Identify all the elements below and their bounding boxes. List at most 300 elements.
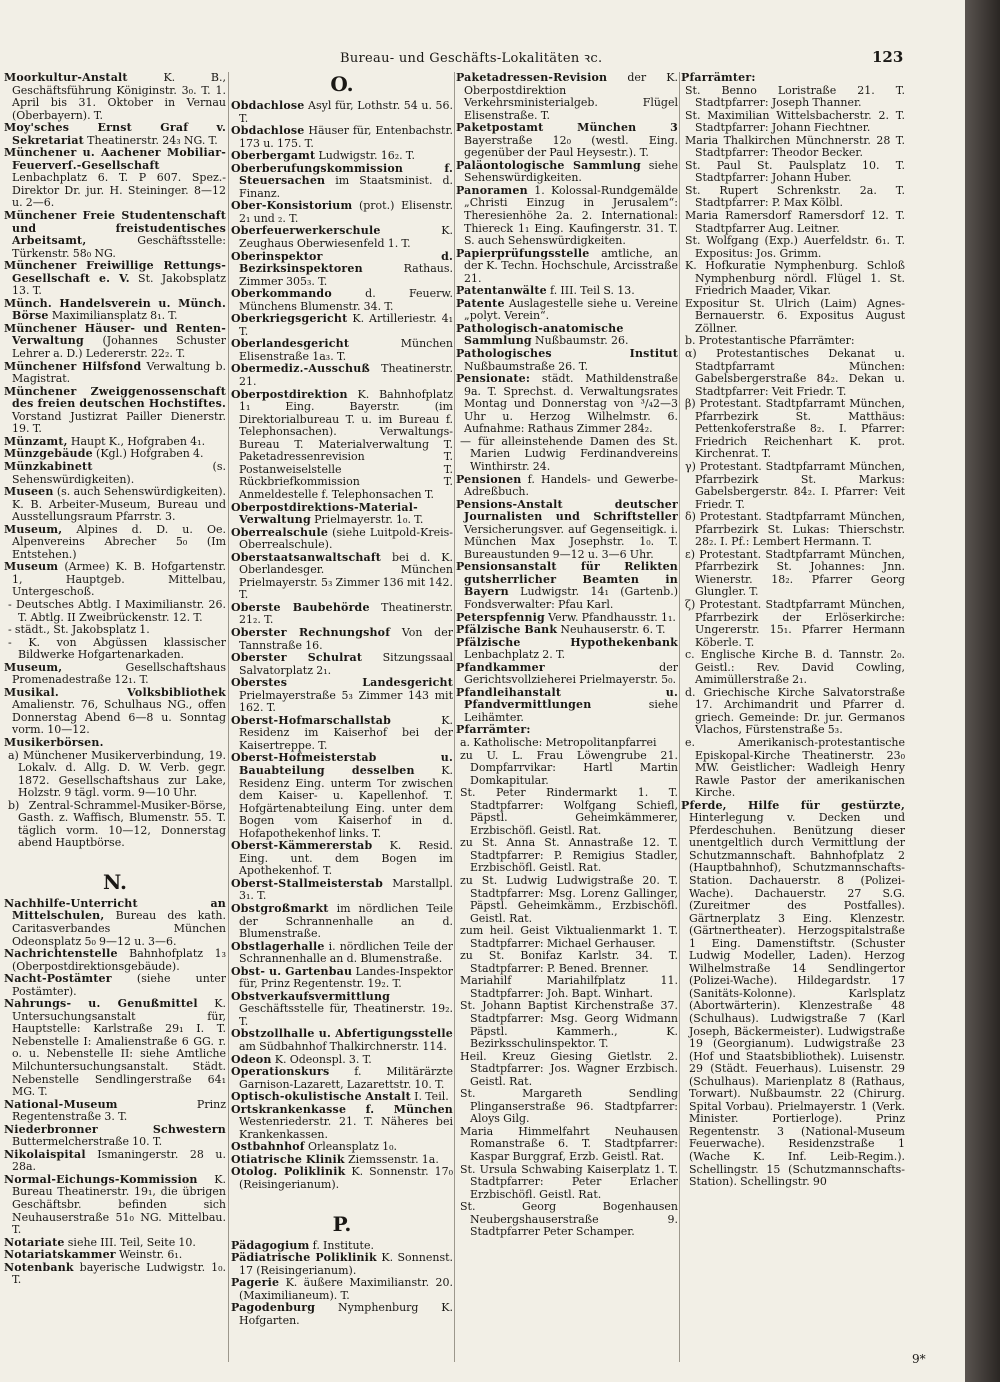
entry-text: im Staatsminist. d. Finanz. <box>239 174 453 200</box>
entry-heading: Münchener Häuser- und Renten-Verwaltung <box>4 321 226 348</box>
directory-entry <box>231 363 453 388</box>
directory-entry <box>231 1028 453 1053</box>
entry-heading: Notenbank <box>4 1260 74 1274</box>
entry-heading: Pathologisch-anatomische Sammlung <box>456 321 624 348</box>
directory-entry <box>4 1124 226 1149</box>
directory-entry <box>231 878 453 903</box>
directory-entry <box>4 687 226 737</box>
directory-entry <box>231 1166 453 1191</box>
column-rule <box>454 72 455 1362</box>
entry-heading: Oberst-Hofmeisterstab u. Bauabteilung desselben <box>231 751 453 777</box>
entry-heading: Otolog. Poliklinik <box>231 1165 346 1179</box>
entry-heading: Papierprüfungsstelle <box>456 246 590 260</box>
entry-text: amtliche, an der K. Techn. Hochschule, Arcisstraße 21. <box>464 246 678 285</box>
entry-heading: Nachrichtenstelle <box>4 947 118 961</box>
entry-text: I. Teil. <box>410 1090 449 1104</box>
sub-entry: Maria Ramersdorf Ramersdorf 12. T. Stadtpfarrer Aug. Leitner. <box>685 209 905 235</box>
entry-text: K. Artilleriestr. 4₁ T. <box>239 312 453 338</box>
entry-heading: Oberst-Hofmarschallstab <box>231 713 391 727</box>
entry-heading: Pagodenburg <box>231 1301 316 1315</box>
directory-entry <box>231 313 453 338</box>
directory-entry <box>231 1277 453 1302</box>
directory-entry <box>4 461 226 486</box>
entry-heading: Pensionsanstalt für Relikten gutsherrlicher Beamten in Bayern <box>456 560 678 599</box>
entry-heading: Operationskurs <box>231 1065 330 1079</box>
entry-text: f. III. Teil S. 13. <box>546 284 635 298</box>
entry-heading: Pfarrämter: <box>681 72 756 84</box>
sub-entry: St. Paul St. Paulsplatz 10. T. Stadtpfarrer: Johann Huber. <box>685 158 905 185</box>
entry-heading: Oberpostdirektion <box>231 387 348 401</box>
entry-text: München Elisenstraße 1a₃. T. <box>239 337 453 363</box>
directory-entry <box>231 200 453 225</box>
entry-text: (Johannes Schuster Lehrer a. D.) Ledererstr. 22₂. T. <box>12 334 226 361</box>
directory-entry <box>231 125 453 150</box>
entry-text: Theatinerstr. 21₂. T. <box>239 600 453 627</box>
sub-entry: St. Wolfgang (Exp.) Auerfeldstr. 6₁. T. Expositus: Jos. Grimm. <box>685 234 905 260</box>
column-rule <box>679 72 680 1362</box>
sub-entry: c. Englische Kirche B. d. Tannstr. 2₀. Geistl.: Rev. David Cowling, Amimüllerstraße 2₁. <box>685 648 905 687</box>
entry-text: K. Residenz Eing. unterm Tor zwischen dem Kaiser- u. Kapellenhof. T. Hofgärtenabteilung Eing. unter dem Bogen vom Kaiserhof in d. Hofapothekenhof links. T. <box>239 763 453 840</box>
directory-entry <box>456 72 678 122</box>
entry-heading: Münch. Handelsverein u. Münch. Börse <box>4 296 226 323</box>
directory-entry <box>456 348 678 373</box>
directory-entry <box>4 948 226 973</box>
entry-text: Prielmayerstr. 1₀. T. <box>310 513 424 527</box>
directory-entry <box>456 662 678 687</box>
directory-entry <box>231 840 453 878</box>
entry-text: (siehe unter Postämter). <box>12 972 226 998</box>
entry-text: K. Sonnenstr. 17₀ (Reisingerianum). <box>239 1165 453 1192</box>
entry-heading: Museum, <box>4 522 63 536</box>
entry-heading: Moorkultur-Anstalt <box>4 72 128 84</box>
entry-text: Ludwigstr. 14₁ (Gartenb.) Fondsverwalter: Pfau Karl. <box>464 585 678 611</box>
entry-text: f. Militärärzte Garnison-Lazarett, Lazarettstr. 10. T. <box>239 1065 453 1091</box>
entry-heading: Museum, <box>4 660 63 674</box>
entry-text: Sitzungssaal Salvatorplatz 2₁. <box>239 651 453 677</box>
entry-text: Ismaningerstr. 28 u. 28a. <box>12 1147 226 1174</box>
directory-entry <box>231 502 453 527</box>
directory-entry <box>231 966 453 991</box>
entry-text: Asyl für, Lothstr. 54 u. 56. T. <box>239 99 453 125</box>
sub-entry: St. Peter Rindermarkt 1. T. Stadtpfarrer: Wolfgang Schiefl, Päpstl. Geheimkämmerer, Erzbischöfl. Geistl. Rat. <box>460 786 678 837</box>
entry-heading: Oberfeuerwerkerschule <box>231 224 381 238</box>
entry-text: St. Jakobsplatz 13. T. <box>12 271 226 298</box>
entry-heading: Paketadressen-Revision <box>456 72 608 84</box>
entry-text: siehe Leihämter. <box>464 698 678 724</box>
entry-heading: Pensions-Anstalt deutscher Journalisten und Schriftsteller <box>456 497 678 524</box>
sub-entry: zu St. Anna St. Annastraße 12. T. Stadtpfarrer: P. Remigius Stadler, Erzbischöfl. Geistl. Rat. <box>460 836 678 875</box>
sub-entry: zu St. Ludwig Ludwigstraße 20. T. Stadtpfarrer: Msg. Lorenz Gallinger, Päpstl. Geheimkämm., Erzbischöfl. Geistl. Rat. <box>460 874 678 925</box>
directory-entry <box>231 251 453 289</box>
sub-entry: zu U. L. Frau Löwengrube 21. Dompfarrvikar: Hartl Martin Domkapitular. <box>460 748 678 787</box>
entry-heading: Oberkommando <box>231 287 332 301</box>
entry-heading: Oberbergamt <box>231 149 316 163</box>
entry-heading: Münzamt, <box>4 434 68 448</box>
directory-entry <box>231 100 453 125</box>
entry-text: (s. auch Sehenswürdigkeiten). K. B. Arbeiter-Museum, Bureau und Ausstellungsraum Pfarrstr. 3. <box>12 485 226 524</box>
entry-heading: Oberste Baubehörde <box>231 600 370 614</box>
entry-heading: Oberkriegsgericht <box>231 312 348 326</box>
entry-text: Amalienstr. 76, Schulhaus NG., offen Donnerstag Abend 6—8 u. Sonntag vorm. 10—12. <box>12 698 226 737</box>
sub-entry: Maria Thalkirchen Münchnerstr. 28 T. Stadtpfarrer: Theodor Becker. <box>685 133 905 160</box>
directory-entry <box>231 715 453 753</box>
entry-text: 1. Kolossal-Rundgemälde „Christi Einzug in Jerusalem“: Theresienhöhe 2a. 2. International: Thiereck 1₁ Eing. Kaufingerstr. 31. T. S. auch Sehenswürdigkeiten. <box>464 183 678 248</box>
directory-entry <box>456 474 678 499</box>
directory-entry <box>4 524 226 562</box>
sub-entry: zum heil. Geist Viktualienmarkt 1. T. Stadtpfarrer: Michael Gerhauser. <box>460 924 678 950</box>
entry-text: f. Handels- und Gewerbe-Adreßbuch. <box>464 472 678 499</box>
sub-entry: St. Maximilian Wittelsbacherstr. 2. T. Stadtpfarrer: Johann Fiechtner. <box>685 108 905 135</box>
directory-entry <box>231 1302 453 1327</box>
entry-heading: Oberst-Stallmeisterstab <box>231 876 383 890</box>
directory-entry <box>4 147 226 210</box>
sub-entry: St. Georg Bogenhausen Neubergshauserstraße 9. Stadtpfarrer Peter Schamper. <box>460 1200 678 1239</box>
sub-entry: ε) Protestant. Stadtpfarramt München, Pfarrbezirk St. Johannes: Jnn. Wienerstr. 18₂. Pfarrer Georg Glungler. T. <box>685 547 905 599</box>
entry-heading: Ober-Konsistorium <box>231 199 353 213</box>
entry-text: (siehe Luitpold-Kreis-Oberrealschule). <box>239 525 453 552</box>
entry-heading: National-Museum <box>4 1097 118 1111</box>
entry-text: Verw. Pfandhausstr. 1₁. <box>544 610 676 624</box>
entry-text: K. Sonnenst. 17 (Reisingerianum). <box>239 1251 453 1277</box>
directory-entry <box>231 1252 453 1277</box>
entry-heading: Oberrealschule <box>231 525 329 539</box>
entry-text: Westenriederstr. 21. T. Näheres bei Krankenkassen. <box>239 1115 453 1141</box>
directory-entry <box>4 662 226 687</box>
entry-heading: Nachhilfe-Unterricht an Mittelschulen, <box>4 896 226 923</box>
entry-heading: Patentanwälte <box>456 284 547 298</box>
directory-entry <box>231 941 453 966</box>
entry-heading: Obdachlose <box>231 99 305 112</box>
entry-heading: Paketpostamt München 3 <box>456 121 678 135</box>
directory-entry <box>681 800 905 1189</box>
entry-heading: Ostbahnhof <box>231 1140 305 1154</box>
directory-entry <box>456 122 678 160</box>
entry-text: Orleansplatz 1₀. <box>304 1140 397 1154</box>
entry-heading: Peterspfennig <box>456 610 545 624</box>
entry-text: Neuhauserstr. 6. T. <box>557 623 666 637</box>
entry-heading: Oberster Schulrat <box>231 651 363 665</box>
directory-entry <box>456 160 678 185</box>
directory-entry <box>231 903 453 941</box>
directory-entry <box>231 752 453 840</box>
sub-entry: β) Protestant. Stadtpfarramt München, Pfarrbezirk St. Matthäus: Pettenkoferstraße 8₂. I. Pfarrer: Friedrich Reichenhart K. prot. Kirchenrat. T. <box>685 397 905 461</box>
entry-text: Bahnhofplatz 1₃ (Oberpostdirektionsgebäude). <box>12 947 226 973</box>
sub-entry: - städt., St. Jakobsplatz 1. <box>8 623 150 637</box>
directory-entry <box>681 72 905 85</box>
sub-entry: K. Hofkuratie Nymphenburg. Schloß Nymphenburg nördl. Flügel 1. St. Friedrich Maader, Vikar. <box>685 259 905 298</box>
entry-text: K. Zeughaus Oberwiesenfeld 1. T. <box>239 224 453 251</box>
entry-text: Auslagestelle siehe u. Vereine „polyt. Verein“. <box>464 296 678 323</box>
entry-heading: Obstgroßmarkt <box>231 902 329 915</box>
directory-entry <box>4 1099 226 1124</box>
entry-heading: Oberlandesgericht <box>231 337 350 351</box>
entry-text: Ziemssenstr. 1a. <box>344 1152 439 1166</box>
entry-heading: Münzkabinett <box>4 459 93 473</box>
directory-entry <box>4 260 226 298</box>
sub-entry: St. Ursula Schwabing Kaiserplatz 1. T. Stadtpfarrer: Peter Erlacher Erzbischöfl. Geistl. Rat. <box>460 1162 678 1201</box>
directory-entry <box>4 998 226 1098</box>
entry-heading: Obstverkaufsvermittlung <box>231 989 391 1003</box>
sub-entry: — für alleinstehende Damen des St. Marien Ludwig Ferdinandvereins Winthirstr. 24. <box>460 434 678 473</box>
directory-entry <box>456 298 678 323</box>
entry-text: Nymphenburg K. Hofgarten. <box>239 1301 453 1327</box>
entry-heading: Pädiatrische Poliklinik <box>231 1251 377 1265</box>
entry-text: bei d. K. Oberlandesger. München Prielmayerstr. 5₃ Zimmer 136 mit 142. T. <box>239 550 453 602</box>
page-header <box>0 46 965 70</box>
entry-text: Lenbachplatz 6. T. P 607. Spez.-Direktor Dr. jur. H. Steininger. 8—12 u. 2—6. <box>12 171 226 210</box>
sub-entry: - Deutsches Abtlg. I Maximilianstr. 26. T. Abtlg. II Zweibrückenstr. 12. T. <box>8 597 226 624</box>
entry-text: Rathaus. Zimmer 305₃. T. <box>239 262 453 288</box>
text-column-3 <box>456 72 678 1362</box>
entry-heading: Obdachlose <box>231 124 305 138</box>
directory-entry <box>231 652 453 677</box>
entry-text: Prinz Regentenstraße 3. T. <box>12 1097 226 1124</box>
entry-heading: Normal-Eichungs-Kommission <box>4 1172 198 1186</box>
entry-heading: Nikolaispital <box>4 1147 86 1161</box>
sub-entry: St. Benno Loristraße 21. T. Stadtpfarrer: Joseph Thanner. <box>685 83 905 110</box>
text-column-2 <box>231 72 453 1362</box>
sub-entry: St. Johann Baptist Kirchenstraße 37. Stadtpfarrer: Msg. Georg Widmann Päpstl. Kammerh., K. Bezirksschulinspektor. T. <box>460 999 678 1051</box>
column-rule <box>228 72 229 1362</box>
text-column-1 <box>4 72 226 1362</box>
directory-entry <box>4 122 226 147</box>
entry-heading: Münchener u. Aachener Mobiliar-Feuerverſ.-Gesellschaft <box>4 146 226 172</box>
entry-heading: Oberster Rechnungshof <box>231 625 391 639</box>
entry-text: siehe Sehenswürdigkeiten. <box>464 158 678 185</box>
directory-entry <box>231 1104 453 1142</box>
entry-text: K. Bahnhofplatz 1₁ Eing. Bayerstr. (im Direktorialbureau T. u. im Bureau f. Telephonsachen). Verwaltungs-Bureau T. Materialverwaltung T. Paketadressenrevision T. Postanweiselstelle T. Rückbriefkommission T. Anmeldestelle f. Telephonsachen T. <box>239 387 453 501</box>
directory-entry <box>231 225 453 250</box>
directory-entry <box>4 210 226 260</box>
directory-entry <box>231 627 453 652</box>
entry-heading: Pfälzische Bank <box>456 623 558 637</box>
sub-entry: d. Griechische Kirche Salvatorstraße 17. Archimandrit und Pfarrer d. griech. Gemeinde: Dr. jur. Germanos Vlachos, Fürstenstraße 5₃. <box>685 685 905 737</box>
entry-heading: Paläontologische Sammlung <box>456 158 641 172</box>
directory-entry <box>4 1262 226 1287</box>
sub-entry: Expositur St. Ulrich (Laim) Agnes-Bernauerstr. 6. Expositus August Zöllner. <box>685 296 905 335</box>
entry-text: Maximiliansplatz 8₁. T. <box>48 309 178 323</box>
sub-entry: b) Zentral-Schrammel-Musiker-Börse, Gasth. z. Waffisch, Blumenstr. 55. T. täglich vorm. 10—12, Donnerstag abend Hauptbörse. <box>8 798 226 850</box>
directory-entry <box>4 486 226 524</box>
directory-entry <box>4 898 226 948</box>
directory-entry <box>4 1149 226 1174</box>
entry-text: Bayerstraße 12₀ (westl. Eing. gegenüber der Paul Heysestr.). T. <box>464 133 678 160</box>
directory-entry <box>231 552 453 602</box>
sub-entry: Maria Himmelfahrt Neuhausen Romanstraße 6. T. Stadtpfarrer: Kaspar Burggraf, Erzb. Geistl. Rat. <box>460 1124 678 1164</box>
entry-heading: Oberstes Landesgericht <box>231 676 453 690</box>
sub-entry: α) Protestantisches Dekanat u. Stadtpfarramt München: Gabelsbergerstraße 84₂. Dekan u. Stadtpfarrer: Veit Friedr. T. <box>685 347 905 398</box>
sub-entry: δ) Protestant. Stadtpfarramt München, Pfarrbezirk St. Lukas: Thierschstr. 28₂. I. Pf.: Lembert Hermann. T. <box>685 510 905 549</box>
entry-text: Alpines d. D. u. Oe. Alpenvereins Abrecher 5₀ (Im Entstehen.) <box>12 522 226 561</box>
entry-text: (Kgl.) Hofgraben 4. <box>92 447 204 461</box>
entry-heading: Pfandleihanstalt u. Pfandvermittlungen <box>456 685 678 712</box>
text-column-4 <box>681 72 905 1362</box>
entry-text: Nußbaumstraße 26. T. <box>464 359 589 373</box>
entry-heading: Oberpostdirektions-Material-Verwaltung <box>231 500 418 527</box>
entry-heading: Pensionate: <box>456 372 531 386</box>
entry-text: Lenbachplatz 2. T. <box>464 648 566 662</box>
sub-entry: a. Katholische: Metropolitanpfarrei <box>460 735 657 749</box>
entry-heading: Oberst-Kämmererstab <box>231 839 373 853</box>
directory-entry <box>456 323 678 348</box>
entry-text: der K. Oberpostdirektion Verkehrsministerialgeb. Flügel Elisenstraße. T. <box>464 72 678 122</box>
page-number: 123 <box>872 48 904 66</box>
entry-heading: Pfälzische Hypothekenbank <box>456 635 678 649</box>
sub-entry: a) Münchener Musikerverbindung, 19. Lokalv. d. Allg. D. W. Verb. gegr. 1872. Gesellschaftshaus zur Lake, Holzstr. 9 tägl. vorm. 9—10 Uhr. <box>8 748 226 800</box>
entry-heading: Optisch-okulistische Anstalt <box>231 1090 411 1104</box>
entry-heading: Moy'sches Ernst Graf v. Sekretariat <box>4 121 226 147</box>
entry-text: siehe III. Teil, Seite 10. <box>64 1235 196 1249</box>
section-letter: O. <box>330 72 354 96</box>
directory-entry <box>231 163 453 201</box>
directory-entry <box>4 973 226 998</box>
directory-entry <box>4 1174 226 1237</box>
running-title: Bureau- und Geschäfts-Lokalitäten ꝛc. <box>340 51 603 66</box>
directory-entry <box>231 677 453 715</box>
entry-text: Theatinerstr. 24₃ NG. T. <box>83 133 218 147</box>
sub-entry: γ) Protestant. Stadtpfarramt München, Pfarrbezirk St. Markus: Gabelsbergerstr. 84₂. I. Pfarrer: Veit Friedr. T. <box>685 459 905 511</box>
entry-heading: Musikerbörsen. <box>4 735 104 749</box>
entry-heading: Obstlagerhalle <box>231 939 325 953</box>
entry-heading: Nahrungs- u. Genußmittel <box>4 997 198 1011</box>
directory-entry <box>231 527 453 552</box>
entry-text: im nördlichen Teile der Schrannenhalle an d. Blumenstraße. <box>239 902 453 941</box>
entry-heading: Oberinspektor d. Bezirksinspektoren <box>231 249 453 276</box>
entry-heading: Obst- u. Gartenbau <box>231 964 353 978</box>
entry-heading: Pensionen <box>456 472 522 486</box>
entry-text: Prielmayerstraße 5₃ Zimmer 143 mit 162. T. <box>239 688 453 715</box>
directory-entry <box>4 323 226 361</box>
entry-heading: Notariatskammer <box>4 1248 116 1262</box>
sub-entry: ζ) Protestant. Stadtpfarramt München, Pfarrbezirk der Erlöserkirche: Ungererstr. 15₁. Pfarrer Hermann Köberle. T. <box>685 597 905 649</box>
sub-entry: St. Margareth Sendling Plinganserstraße 96. Stadtpfarrer: Aloys Gilg. <box>460 1087 678 1126</box>
entry-text: Nußbaumstr. 26. <box>531 334 629 348</box>
sub-entry: Mariahilf Mariahilfplatz 11. Stadtpfarrer: Joh. Bapt. Winhart. <box>460 974 678 1000</box>
entry-text: (s. Sehenswürdigkeiten). <box>12 459 226 486</box>
signature-mark: 9* <box>912 1352 926 1366</box>
section-gap <box>4 850 226 870</box>
entry-text: Haupt K., Hofgraben 4₁. <box>67 434 206 448</box>
sub-entry: St. Rupert Schrenkstr. 2a. T. Stadtpfarrer: P. Max Kölbl. <box>685 183 905 210</box>
entry-text: (Armee) K. B. Hofgartenstr. 1, Hauptgeb. Mittelbau, Untergeschoß. <box>12 560 226 599</box>
entry-heading: Otiatrische Klinik <box>231 1152 345 1166</box>
directory-entry <box>456 185 678 248</box>
entry-heading: Notariate <box>4 1235 65 1249</box>
entry-heading: Münchener Zweiggenossenschaft des freien deutschen Hochstiftes. <box>4 384 226 411</box>
entry-heading: Musikal. Volksbibliothek <box>4 685 226 699</box>
entry-text: Geschäftsstelle für, Theatinerstr. 19₂. T. <box>239 1002 453 1028</box>
directory-entry <box>456 561 678 611</box>
entry-text: bayerische Ludwigstr. 1₀. T. <box>12 1260 226 1287</box>
entry-text: K. Bureau Theatinerstr. 19₁, die übrigen Geschäftsbr. befinden sich Neuhauserstraße 51₀ NG. Mittelbau. T. <box>12 1172 226 1237</box>
entry-text: städt. Mathildenstraße 9a. T. Sprechst. d. Verwaltungsrates Montag und Donnerstag von ³/₄2—3 Uhr u. Herzog Wilhelmstr. 6. Aufnahme: Rathaus Zimmer 284₂. <box>464 372 678 436</box>
directory-entry <box>4 386 226 436</box>
entry-text: Geschäftsstelle: Türkenstr. 58₀ NG. <box>12 234 226 260</box>
directory-entry <box>456 687 678 725</box>
entry-text: K. Odeonspl. 3. T. <box>271 1052 372 1066</box>
sub-entry: - K. von Abgüssen klassischer Bildwerke Hofgartenarkaden. <box>8 635 226 662</box>
entry-text: (prot.) Elisenstr. 2₁ und ₂. T. <box>239 199 453 225</box>
entry-text: Buttermelcherstraße 10. T. <box>12 1135 163 1149</box>
entry-text: am Südbahnhof Thalkirchnerstr. 114. <box>239 1040 447 1054</box>
entry-heading: Obermediz.-Ausschuß <box>231 362 370 376</box>
entry-heading: Pfandkammer <box>456 660 545 674</box>
entry-text: Hinterlegung v. Decken und Pferdeschuhen. Benützung dieser unentgeltlich durch Vermittlung der Schutzmannschaft. Bahnhofplatz 2 (Hauptbahnhof), Schutzmannschafts-Station. Dachauerstr. 8 (Polizei-Wache). Dachauerstr. 27 S.G. (Zureitmer des Postfalles). Gärtnerplatz 3 Eing. Klenzestr. (Gärtnertheater). Herzogspitalstraße 1 Eing. Damenstiftstr. (Schuster Ludwig Modeller, Laden). Herzog Wilhelmstraße 14 Sendlingertor (Polizei-Wache). Hildegardstr. 17 (Sanitäts-Kolonne). Karlsplatz (Abortwärterin). Klenzestraße 48 (Schulhaus). Ludwigstraße 7 (Karl Joseph, Bäckermeister). Ludwigstraße 19 (Georgianum). Ludwigstraße 23 (Hof und Staatsbibliothek). Luisenstr. 29 (Städt. Feuerhaus). Luisenstr. 29 (Schulhaus). Marienplatz 8 (Rathaus, Torwart). Nußbaumstr. 22 (Chirurg. Spital Vorbau). Prielmayerstr. 1 (Verk. Minister. Portierloge). Prinz Regentenstr. 3 (National-Museum Feuerwache). Residenzstraße 1 (Wache K. Inf. Leib-Regim.). Schellingstr. 15 (Schutzmannschafts-Station). Schellingstr. 90 <box>689 811 905 1189</box>
entry-text: Verwaltung b. Magistrat. <box>12 359 226 386</box>
entry-text: K. Untersuchungsanstalt für, Hauptstelle: Karlstraße 29₁ I. T. Nebenstelle I: Amalienstraße 6 GG. r. o. u. Nebenstelle II: siehe Amtliche Milchuntersuchungsanstalt. Städt. Nebenstelle Sendlingerstraße 64₁ MG. T. <box>12 997 226 1099</box>
entry-heading: Pathologisches Institut <box>456 347 678 361</box>
entry-text: Weinstr. 6₁. <box>115 1248 183 1262</box>
directory-entry <box>456 248 678 286</box>
section-letter: N. <box>103 869 127 894</box>
directory-entry <box>4 737 226 750</box>
entry-heading: Nacht-Postämter <box>4 972 112 986</box>
entry-text: Marstallpl. 3₁. T. <box>239 876 453 903</box>
directory-entry <box>231 389 453 502</box>
entry-text: K. B., Geschäftsführung Königinstr. 3₀. T. 1. April bis 31. Oktober in Vernau (Oberbayern). T. <box>12 72 226 122</box>
directory-entry <box>4 361 226 386</box>
book-edge <box>965 0 1000 1382</box>
entry-heading: Münchener Freie Studentenschaft und freistudentisches Arbeitsamt, <box>4 209 226 248</box>
entry-text: Theatinerstr. 21. <box>239 362 453 389</box>
sub-entry: Heil. Kreuz Giesing Gietlstr. 2. Stadtpfarrer: Jos. Wagner Erzbisch. Geistl. Rat. <box>460 1049 678 1088</box>
entry-text: Ludwigstr. 16₂. T. <box>315 149 416 163</box>
directory-entry <box>456 499 678 562</box>
entry-heading: Museen <box>4 485 54 499</box>
entry-heading: Münchener Freiwillige Rettungs-Gesellschaft e. V. <box>4 259 226 285</box>
entry-text: der Gerichtsvollzieherei Prielmayerstr. 5₀. <box>464 660 678 687</box>
entry-text: f. Institute. <box>309 1238 374 1252</box>
entry-heading: Panoramen <box>456 183 528 197</box>
entry-text: d. Feuerw. Münchens Blumenstr. 34. T. <box>239 287 453 313</box>
entry-text: Vorstand Justizrat Pailler Dienerstr. 19. T. <box>12 409 226 436</box>
entry-heading: Obstzollhalle u. Abfertigungsstelle <box>231 1027 453 1041</box>
sub-entry: e. Amerikanisch-protestantische Episkopal-Kirche Theatinerstr. 23₀ MW. Geistlicher: Wadleigh Henry Rawle Pastor der amerikanischen Kirche. <box>685 735 905 800</box>
entry-text: Gesellschaftshaus Promenadestraße 12₁. T. <box>12 660 226 687</box>
section-letter: P. <box>332 1211 352 1236</box>
directory-entry <box>4 561 226 599</box>
directory-entry <box>231 1066 453 1091</box>
entry-text: K. Residenz im Kaiserhof bei der Kaisertreppe. T. <box>239 713 453 752</box>
entry-text: K. Resid. Eing. unt. dem Bogen im Apothekenhof. T. <box>239 839 453 878</box>
entry-text: Bureau des kath. Caritasverbandes München Odeonsplatz 5₀ 9—12 u. 3—6. <box>12 909 226 948</box>
entry-text: Landes-Inspektor für, Prinz Regentenstr. 19₂. T. <box>239 964 453 991</box>
entry-heading: Niederbronner Schwestern <box>4 1122 226 1136</box>
entry-text: Von der Tannstraße 16. <box>239 625 453 652</box>
entry-heading: Museum <box>4 560 59 574</box>
entry-text: Versicherungsver. auf Gegenseitigk. i. München Max Josephstr. 1₀. T. Bureaustunden 9—12 u. 3—6 Uhr. <box>464 522 678 561</box>
entry-heading: Oberstaatsanwaltschaft <box>231 550 382 564</box>
directory-entry <box>231 338 453 363</box>
entry-text: K. äußere Maximilianstr. 20. (Maximilianeum). T. <box>239 1276 453 1302</box>
section-gap <box>231 1192 453 1212</box>
directory-entry <box>231 288 453 313</box>
entry-heading: Patente <box>456 296 505 310</box>
directory-entry <box>4 298 226 323</box>
entry-heading: Oberberufungskommission f. Steuersachen <box>231 161 453 188</box>
entry-heading: Odeon <box>231 1052 272 1066</box>
entry-heading: Ortskrankenkasse f. München <box>231 1102 453 1116</box>
directory-entry <box>456 637 678 662</box>
directory-entry <box>231 991 453 1029</box>
entry-heading: Pädagogium <box>231 1238 310 1252</box>
entry-heading: Pfarrämter: <box>456 723 531 737</box>
entry-text: Häuser für, Entenbachstr. 173 u. 175. T. <box>239 124 453 150</box>
directory-entry <box>231 602 453 627</box>
entry-heading: Pagerie <box>231 1276 280 1290</box>
sub-entry: b. Protestantische Pfarrämter: <box>685 334 855 348</box>
entry-text: i. nördlichen Teile der Schrannenhalle an d. Blumenstraße. <box>239 939 453 966</box>
